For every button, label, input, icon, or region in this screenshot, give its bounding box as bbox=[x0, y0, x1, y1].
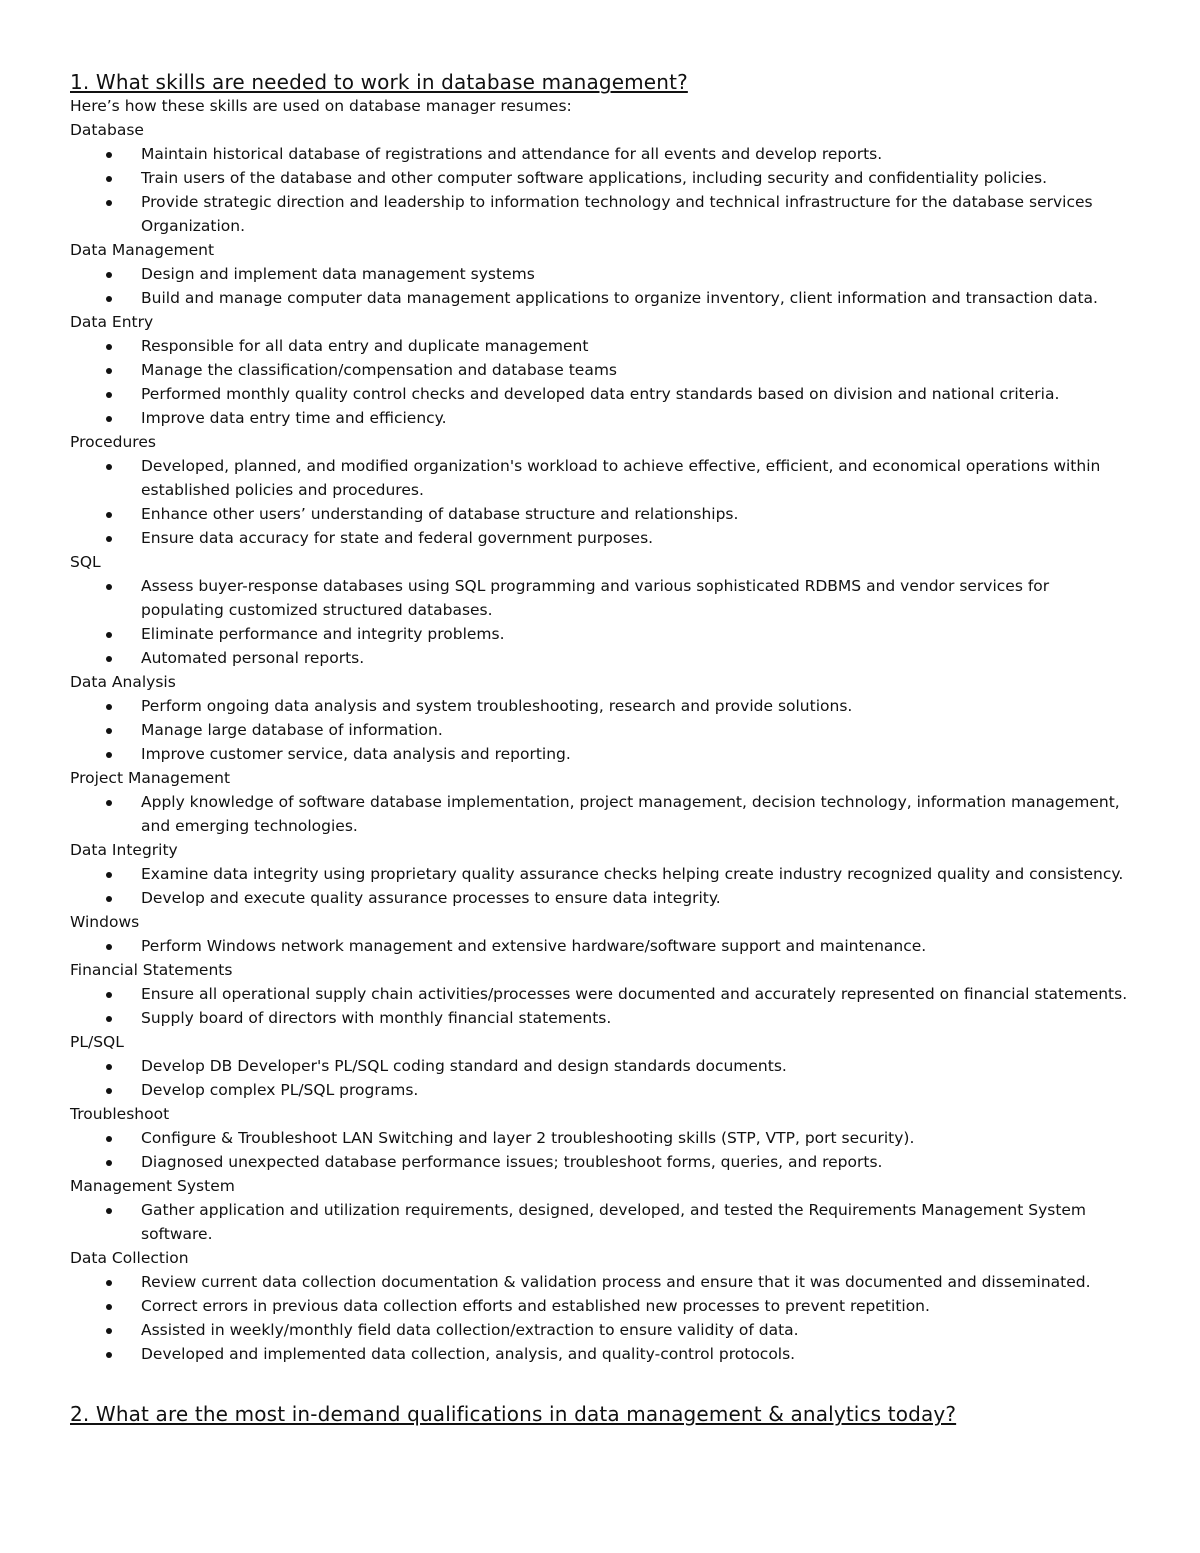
bullet-text: Manage the classification/compensation and database teams bbox=[141, 361, 617, 379]
bullet-list bbox=[70, 1198, 1130, 1246]
bullet-item bbox=[70, 406, 1130, 430]
bullet-icon bbox=[106, 344, 112, 350]
bullet-icon bbox=[106, 800, 112, 806]
bullet-item bbox=[70, 1126, 1130, 1150]
bullet-item bbox=[70, 526, 1130, 550]
skill-section bbox=[70, 958, 1130, 1030]
bullet-icon bbox=[106, 1328, 112, 1334]
skill-section bbox=[70, 1174, 1130, 1246]
section-title: Data Integrity bbox=[70, 841, 178, 859]
bullet-icon bbox=[106, 656, 112, 662]
skill-section bbox=[70, 430, 1130, 550]
bullet-icon bbox=[106, 1208, 112, 1214]
bullet-icon bbox=[106, 416, 112, 422]
bullet-text: Perform Windows network management and extensive hardware/software support and maintenance. bbox=[141, 937, 927, 955]
bullet-text: Apply knowledge of software database implementation, project management, decision technology, information management, and emerging technologies. bbox=[141, 793, 1120, 835]
bullet-text: Diagnosed unexpected database performance issues; troubleshoot forms, queries, and reports. bbox=[141, 1153, 883, 1171]
bullet-item bbox=[70, 982, 1130, 1006]
bullet-item bbox=[70, 934, 1130, 958]
skill-section bbox=[70, 310, 1130, 430]
section-title: SQL bbox=[70, 553, 101, 571]
skill-section bbox=[70, 766, 1130, 838]
bullet-text: Ensure all operational supply chain activities/processes were documented and accurately represented on financial statements. bbox=[141, 985, 1128, 1003]
bullet-item bbox=[70, 1150, 1130, 1174]
bullet-item bbox=[70, 1078, 1130, 1102]
bullet-icon bbox=[106, 296, 112, 302]
bullet-icon bbox=[106, 200, 112, 206]
bullet-item bbox=[70, 574, 1130, 622]
bullet-text: Eliminate performance and integrity problems. bbox=[141, 625, 505, 643]
bullet-text: Correct errors in previous data collection efforts and established new processes to prevent repetition. bbox=[141, 1297, 930, 1315]
bullet-text: Responsible for all data entry and duplicate management bbox=[141, 337, 589, 355]
bullet-icon bbox=[106, 1088, 112, 1094]
bullet-item bbox=[70, 382, 1130, 406]
bullet-icon bbox=[106, 512, 112, 518]
bullet-icon bbox=[106, 176, 112, 182]
skill-section bbox=[70, 910, 1130, 958]
bullet-icon bbox=[106, 272, 112, 278]
bullet-icon bbox=[106, 896, 112, 902]
bullet-text: Improve data entry time and efficiency. bbox=[141, 409, 447, 427]
bullet-text: Developed and implemented data collection, analysis, and quality-control protocols. bbox=[141, 1345, 796, 1363]
bullet-item bbox=[70, 694, 1130, 718]
bullet-icon bbox=[106, 536, 112, 542]
bullet-icon bbox=[106, 1352, 112, 1358]
bullet-item bbox=[70, 166, 1130, 190]
bullet-item bbox=[70, 1318, 1130, 1342]
bullet-list bbox=[70, 862, 1130, 910]
skill-section bbox=[70, 670, 1130, 766]
bullet-icon bbox=[106, 704, 112, 710]
bullet-item bbox=[70, 622, 1130, 646]
bullet-text: Performed monthly quality control checks and developed data entry standards based on division and national criteria. bbox=[141, 385, 1060, 403]
bullet-item bbox=[70, 142, 1130, 166]
bullet-item bbox=[70, 742, 1130, 766]
skill-section bbox=[70, 1246, 1130, 1366]
bullet-icon bbox=[106, 1280, 112, 1286]
bullet-list bbox=[70, 1270, 1130, 1366]
section-title: Data Management bbox=[70, 241, 215, 259]
question-2-heading: 2. What are the most in-demand qualifications in data management & analytics today? bbox=[70, 1402, 957, 1426]
bullet-text: Manage large database of information. bbox=[141, 721, 443, 739]
section-title: Troubleshoot bbox=[70, 1105, 170, 1123]
bullet-text: Provide strategic direction and leadership to information technology and technical infrastructure for the database services Organization. bbox=[141, 193, 1093, 235]
bullet-icon bbox=[106, 1064, 112, 1070]
skill-section bbox=[70, 1102, 1130, 1174]
bullet-text: Assess buyer-response databases using SQL programming and various sophisticated RDBMS and vendor services for populating customized structured databases. bbox=[141, 577, 1050, 619]
question-1-heading: 1. What skills are needed to work in database management? bbox=[70, 70, 688, 94]
bullet-text: Examine data integrity using proprietary quality assurance checks helping create industry recognized quality and consistency. bbox=[141, 865, 1124, 883]
bullet-text: Enhance other users’ understanding of database structure and relationships. bbox=[141, 505, 739, 523]
bullet-icon bbox=[106, 728, 112, 734]
bullet-text: Train users of the database and other computer software applications, including security and confidentiality policies. bbox=[141, 169, 1048, 187]
bullet-text: Perform ongoing data analysis and system troubleshooting, research and provide solutions. bbox=[141, 697, 853, 715]
bullet-list bbox=[70, 334, 1130, 430]
bullet-item bbox=[70, 1342, 1130, 1366]
section-title: Data Analysis bbox=[70, 673, 176, 691]
bullet-item bbox=[70, 262, 1130, 286]
bullet-item bbox=[70, 358, 1130, 382]
intro-text: Here’s how these skills are used on database manager resumes: bbox=[70, 97, 572, 115]
bullet-icon bbox=[106, 1136, 112, 1142]
bullet-text: Build and manage computer data management applications to organize inventory, client information and transaction data. bbox=[141, 289, 1098, 307]
section-title: Data Entry bbox=[70, 313, 154, 331]
bullet-text: Design and implement data management systems bbox=[141, 265, 535, 283]
bullet-text: Configure & Troubleshoot LAN Switching and layer 2 troubleshooting skills (STP, VTP, port security). bbox=[141, 1129, 915, 1147]
section-title: Financial Statements bbox=[70, 961, 233, 979]
bullet-list bbox=[70, 142, 1130, 238]
bullet-icon bbox=[106, 944, 112, 950]
bullet-item bbox=[70, 646, 1130, 670]
bullet-text: Assisted in weekly/monthly field data collection/extraction to ensure validity of data. bbox=[141, 1321, 799, 1339]
bullet-list bbox=[70, 454, 1130, 550]
bullet-icon bbox=[106, 368, 112, 374]
bullet-item bbox=[70, 1006, 1130, 1030]
bullet-item bbox=[70, 718, 1130, 742]
bullet-icon bbox=[106, 152, 112, 158]
section-title: Project Management bbox=[70, 769, 231, 787]
bullet-text: Improve customer service, data analysis and reporting. bbox=[141, 745, 571, 763]
section-title: Procedures bbox=[70, 433, 156, 451]
bullet-list bbox=[70, 982, 1130, 1030]
bullet-text: Ensure data accuracy for state and federal government purposes. bbox=[141, 529, 654, 547]
bullet-item bbox=[70, 502, 1130, 526]
bullet-icon bbox=[106, 464, 112, 470]
bullet-text: Automated personal reports. bbox=[141, 649, 365, 667]
bullet-item bbox=[70, 334, 1130, 358]
bullet-icon bbox=[106, 992, 112, 998]
bullet-icon bbox=[106, 1304, 112, 1310]
skill-section bbox=[70, 118, 1130, 238]
bullet-text: Maintain historical database of registrations and attendance for all events and develop reports. bbox=[141, 145, 883, 163]
bullet-icon bbox=[106, 1160, 112, 1166]
skill-section bbox=[70, 550, 1130, 670]
bullet-icon bbox=[106, 872, 112, 878]
skill-section bbox=[70, 238, 1130, 310]
bullet-list bbox=[70, 934, 1130, 958]
section-title: Management System bbox=[70, 1177, 235, 1195]
bullet-item bbox=[70, 1054, 1130, 1078]
bullet-list bbox=[70, 1054, 1130, 1102]
bullet-list bbox=[70, 262, 1130, 310]
bullet-list bbox=[70, 790, 1130, 838]
bullet-item bbox=[70, 1198, 1130, 1246]
bullet-list bbox=[70, 574, 1130, 670]
skill-section bbox=[70, 838, 1130, 910]
bullet-list bbox=[70, 694, 1130, 766]
skill-section bbox=[70, 1030, 1130, 1102]
bullet-item bbox=[70, 790, 1130, 838]
bullet-icon bbox=[106, 752, 112, 758]
bullet-text: Develop complex PL/SQL programs. bbox=[141, 1081, 419, 1099]
bullet-item bbox=[70, 1270, 1130, 1294]
bullet-text: Gather application and utilization requirements, designed, developed, and tested the Requirements Management System software. bbox=[141, 1201, 1087, 1243]
bullet-item bbox=[70, 286, 1130, 310]
bullet-icon bbox=[106, 392, 112, 398]
section-title: Database bbox=[70, 121, 144, 139]
section-title: PL/SQL bbox=[70, 1033, 124, 1051]
bullet-icon bbox=[106, 632, 112, 638]
bullet-item bbox=[70, 454, 1130, 502]
bullet-text: Review current data collection documentation & validation process and ensure that it was documented and disseminated. bbox=[141, 1273, 1091, 1291]
bullet-list bbox=[70, 1126, 1130, 1174]
bullet-text: Developed, planned, and modified organization's workload to achieve effective, efficient, and economical operations within established policies and procedures. bbox=[141, 457, 1101, 499]
bullet-item bbox=[70, 886, 1130, 910]
bullet-text: Develop and execute quality assurance processes to ensure data integrity. bbox=[141, 889, 721, 907]
bullet-item bbox=[70, 1294, 1130, 1318]
bullet-text: Develop DB Developer's PL/SQL coding standard and design standards documents. bbox=[141, 1057, 787, 1075]
bullet-icon bbox=[106, 584, 112, 590]
section-title: Windows bbox=[70, 913, 140, 931]
skills-sections bbox=[70, 118, 1130, 1366]
bullet-item bbox=[70, 190, 1130, 238]
bullet-text: Supply board of directors with monthly financial statements. bbox=[141, 1009, 612, 1027]
bullet-icon bbox=[106, 1016, 112, 1022]
bullet-item bbox=[70, 862, 1130, 886]
section-title: Data Collection bbox=[70, 1249, 189, 1267]
